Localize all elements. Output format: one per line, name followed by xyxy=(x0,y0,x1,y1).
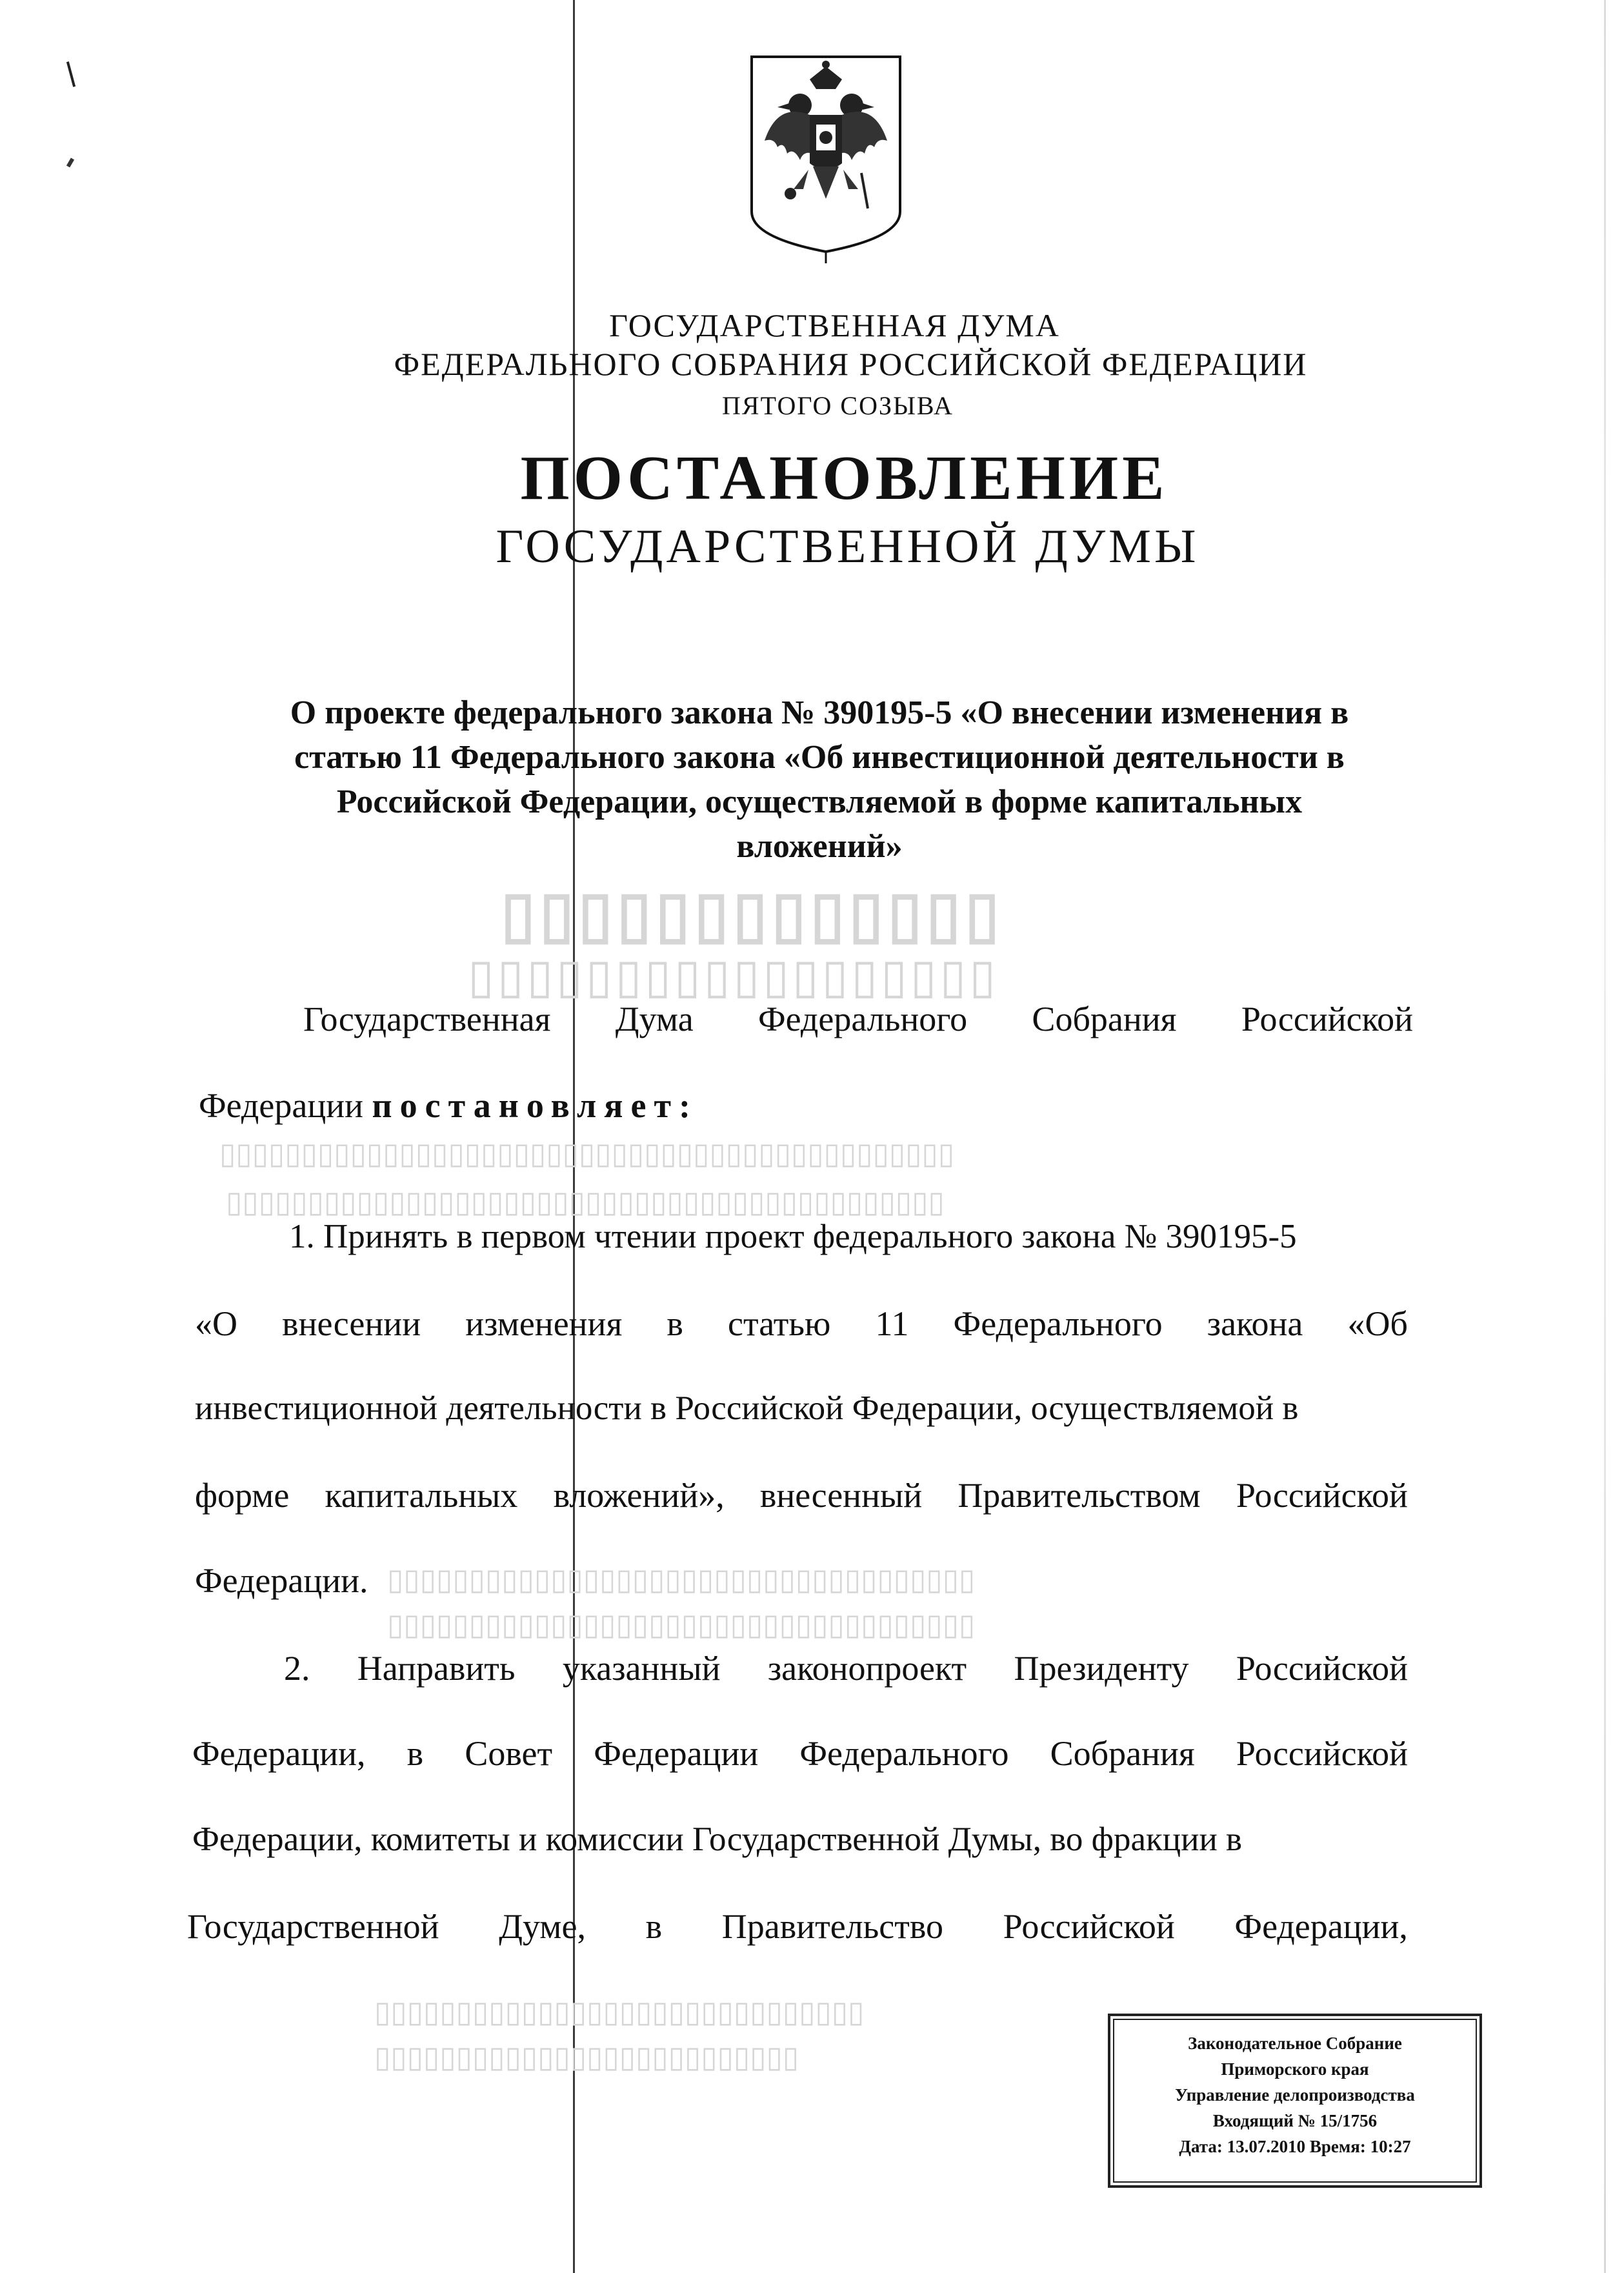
header-line-federal-assembly: ФЕДЕРАЛЬНОГО СОБРАНИЯ РОССИЙСКОЙ ФЕДЕРАЦИИ xyxy=(394,346,1308,382)
point-2-line-2 xyxy=(192,1733,1408,1773)
point-1-word: Федерального xyxy=(953,1304,1163,1343)
preamble-line-1 xyxy=(303,999,1413,1039)
point-2-word: Российской xyxy=(1236,1734,1408,1773)
point-1-word: 11 xyxy=(875,1304,909,1343)
document-title: ПОСТАНОВЛЕНИЕ xyxy=(520,443,1168,513)
point-1-word: Российской xyxy=(1236,1476,1408,1515)
stamp-department: Управление делопроизводства xyxy=(1175,2085,1415,2105)
preamble-word: Собрания xyxy=(1032,1000,1177,1038)
point-2-word: Федерации xyxy=(594,1734,759,1773)
point-2-word: Федерального xyxy=(799,1734,1009,1773)
bleed-through-ghost: ▯▯▯▯▯▯▯▯▯▯▯▯▯▯▯▯▯▯▯▯▯▯▯▯▯▯▯▯▯▯▯▯▯▯▯▯ xyxy=(387,1563,976,1596)
point-2-line-1 xyxy=(284,1648,1408,1688)
header-line-convocation: ПЯТОГО СОЗЫВА xyxy=(722,391,954,420)
bleed-through-ghost: ▯▯▯▯▯▯▯▯▯▯▯▯▯▯▯▯▯▯▯▯▯▯▯▯▯▯▯▯▯▯▯▯▯▯▯▯ xyxy=(387,1608,976,1641)
point-2-word: Правительство xyxy=(721,1907,943,1946)
point-2-word: Направить xyxy=(357,1649,516,1688)
point-2-word: законопроект xyxy=(767,1649,967,1688)
scan-mark xyxy=(66,61,75,87)
point-2-word: Федерации, xyxy=(192,1734,366,1773)
point-1-word: статью xyxy=(727,1304,831,1343)
preamble-resolves: постановляет: xyxy=(372,1086,699,1125)
preamble-federation: Федерации xyxy=(199,1086,364,1125)
point-1-line-4 xyxy=(195,1475,1408,1515)
point-2-word: Совет xyxy=(465,1734,553,1773)
stamp-date-time: Дата: 13.07.2010 Время: 10:27 xyxy=(1179,2137,1411,2156)
point-1-word: в xyxy=(667,1304,683,1343)
document-subject xyxy=(219,691,1419,869)
preamble-word: Государственная xyxy=(303,1000,551,1038)
coat-of-arms-emblem xyxy=(739,44,913,263)
stamp-region: Приморского края xyxy=(1221,2059,1369,2079)
point-1-word: изменения xyxy=(465,1304,623,1343)
scan-mark xyxy=(66,157,74,167)
bleed-through-ghost: ▯▯▯▯▯▯▯▯▯▯▯▯▯▯▯▯▯▯▯▯▯▯▯▯▯▯ xyxy=(374,2041,799,2074)
point-1-word: закона xyxy=(1207,1304,1303,1343)
preamble-word: Дума xyxy=(615,1000,694,1038)
point-2-word: 2. xyxy=(284,1649,310,1688)
subject-line: статью 11 Федерального закона «Об инвестиционной деятельности в xyxy=(294,739,1345,776)
bleed-through-ghost: ▯▯▯▯▯▯▯▯▯▯▯▯▯▯▯▯▯▯▯▯▯▯▯▯▯▯▯▯▯▯▯▯▯▯▯▯▯▯▯▯▯▯▯▯▯ xyxy=(219,1137,955,1170)
point-1-word: вложений», xyxy=(553,1476,725,1515)
point-1-word: Правительством xyxy=(957,1476,1201,1515)
preamble-word: Российской xyxy=(1241,1000,1413,1038)
point-2-line-4 xyxy=(187,1906,1408,1946)
point-1-line-3: инвестиционной деятельности в Российской Федерации, осуществляемой в xyxy=(195,1389,1299,1427)
point-2-word: указанный xyxy=(562,1649,721,1688)
point-1-line-5: Федерации. xyxy=(195,1561,368,1600)
point-2-word: Президенту xyxy=(1014,1649,1189,1688)
point-1-line-2 xyxy=(195,1304,1408,1344)
point-2-word: Собрания xyxy=(1050,1734,1195,1773)
preamble-line-2 xyxy=(199,1086,698,1126)
subject-line: Российской Федерации, осуществляемой в форме капитальных xyxy=(336,783,1303,820)
bleed-through-ghost: ▯▯▯▯▯▯▯▯▯▯▯▯▯▯▯▯▯▯▯▯▯▯▯▯▯▯▯▯▯▯▯▯▯▯▯▯▯▯▯▯▯▯▯▯ xyxy=(226,1186,945,1218)
subject-line: вложений» xyxy=(736,828,903,865)
point-1-word: капитальных xyxy=(325,1476,518,1515)
point-1-word: внесенный xyxy=(759,1476,923,1515)
point-2-word: Государственной xyxy=(187,1907,439,1946)
subject-line: О проекте федерального закона № 390195-5 «О внесении изменения в xyxy=(290,694,1349,731)
bleed-through-ghost: ▯▯▯▯▯▯▯▯▯▯▯▯▯▯▯▯▯▯▯▯▯▯▯▯▯▯▯▯▯▯ xyxy=(374,1995,865,2028)
point-2-word: в xyxy=(645,1907,663,1946)
bleed-through-ghost: ▯▯▯▯▯▯▯▯▯▯▯▯▯▯▯▯▯▯ xyxy=(465,951,996,1004)
point-1-word: форме xyxy=(195,1476,290,1515)
point-2-word: Российской xyxy=(1003,1907,1175,1946)
double-headed-eagle-icon xyxy=(739,44,913,263)
registration-stamp xyxy=(1108,2014,1482,2188)
stamp-content xyxy=(1113,2019,1477,2183)
point-1-line-1: 1. Принять в первом чтении проект федерального закона № 390195-5 xyxy=(289,1218,1297,1255)
point-2-word: Федерации, xyxy=(1234,1907,1408,1946)
stamp-organization: Законодательное Собрание xyxy=(1188,2034,1402,2053)
point-2-word: Российской xyxy=(1236,1649,1408,1688)
point-2-word: Думе, xyxy=(499,1907,586,1946)
header-line-duma: ГОСУДАРСТВЕННАЯ ДУМА xyxy=(609,307,1060,343)
bleed-through-ghost: ▯▯▯▯▯▯▯▯▯▯▯▯▯ xyxy=(497,880,1000,950)
document-subtitle: ГОСУДАРСТВЕННОЙ ДУМЫ xyxy=(496,520,1199,573)
preamble-word: Федерального xyxy=(758,1000,968,1038)
point-1-word: «Об xyxy=(1347,1304,1408,1343)
point-1-word: внесении xyxy=(282,1304,421,1343)
point-2-word: в xyxy=(406,1734,424,1773)
point-1-word: «О xyxy=(195,1304,237,1343)
stamp-incoming-number: Входящий № 15/1756 xyxy=(1212,2111,1378,2130)
point-2-line-3: Федерации, комитеты и комиссии Государственной Думы, во фракции в xyxy=(192,1821,1243,1858)
